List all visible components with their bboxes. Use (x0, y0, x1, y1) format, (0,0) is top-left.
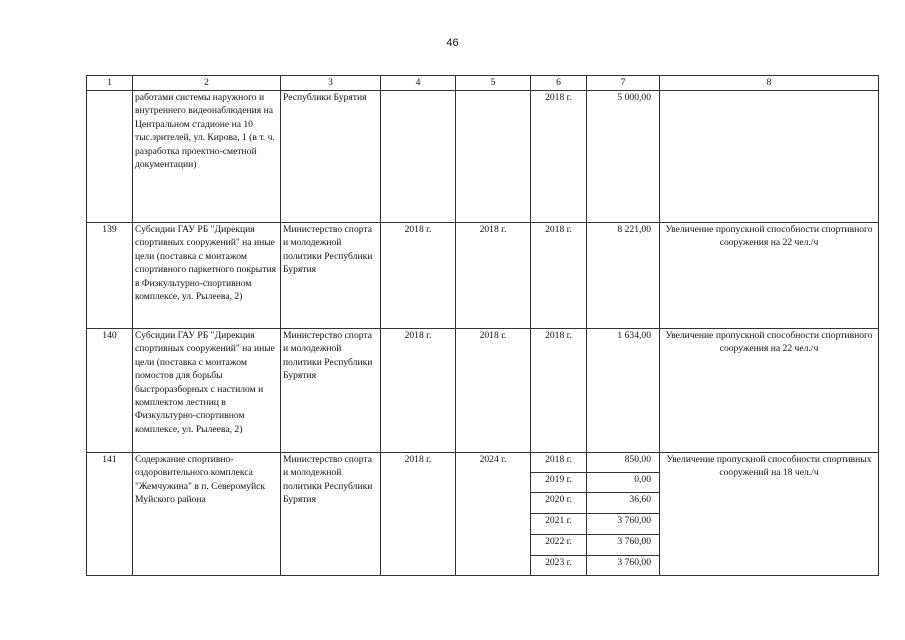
header-col-5: 5 (456, 76, 531, 91)
table-row (87, 453, 879, 473)
measure-name: работами системы наружного и внутреннего видеонаблюдения на Центральном стадионе на 10 тыс.зрителей, ул. Кирова, 1 (в т. ч. разработка проектно-сметной документации) (133, 91, 281, 223)
header-col-1: 1 (87, 76, 133, 91)
finance-amount: 3 760,00 (587, 556, 660, 576)
program-table (86, 75, 879, 576)
measure-name: Субсидии ГАУ РБ "Дирекция спортивных сооружений" на иные цели (поставка с монтажом помостов для борьбы быстроразборных с настилом и комплектом лестниц в Физкультурно-спортивном комплексе, ул. Рылеева, 2) (133, 329, 281, 453)
table-row (87, 91, 879, 223)
finance-year: 2018 г. (531, 223, 587, 329)
header-col-7: 7 (587, 76, 660, 91)
row-number: 139 (87, 223, 133, 329)
row-number (87, 91, 133, 223)
measure-name: Содержание спортивно-оздоровительного комплекса "Жемчужина" в п. Северомуйск Муйского района (133, 453, 281, 576)
finance-amount: 3 760,00 (587, 514, 660, 535)
end-year (456, 91, 531, 223)
finance-year: 2022 г. (531, 535, 587, 556)
expected-result: Увеличение пропускной способности спортивных сооружений на 18 чел./ч (660, 453, 879, 576)
executor: Министерство спорта и молодежной политики Республики Бурятия (281, 223, 381, 329)
finance-year: 2019 г. (531, 473, 587, 493)
finance-year: 2023 г. (531, 556, 587, 576)
finance-amount: 8 221,00 (587, 223, 660, 329)
executor: Министерство спорта и молодежной политики Республики Бурятия (281, 329, 381, 453)
end-year: 2018 г. (456, 329, 531, 453)
start-year: 2018 г. (381, 329, 456, 453)
finance-amount: 5 000,00 (587, 91, 660, 223)
expected-result (660, 91, 879, 223)
end-year: 2018 г. (456, 223, 531, 329)
finance-amount: 850,00 (587, 453, 660, 473)
finance-amount: 36,60 (587, 493, 660, 514)
executor: Министерство спорта и молодежной политики Республики Бурятия (281, 453, 381, 576)
finance-amount: 1 634,00 (587, 329, 660, 453)
measure-name: Субсидии ГАУ РБ "Дирекция спортивных сооружений" на иные цели (поставка с монтажом спортивного паркетного покрытия в Физкультурно-спортивном комплексе, ул. Рылеева, 2) (133, 223, 281, 329)
finance-year: 2020 г. (531, 493, 587, 514)
start-year: 2018 г. (381, 223, 456, 329)
finance-year: 2018 г. (531, 329, 587, 453)
page-number: 46 (446, 37, 459, 49)
end-year: 2024 г. (456, 453, 531, 576)
header-row (87, 76, 879, 91)
row-number: 140 (87, 329, 133, 453)
header-col-4: 4 (381, 76, 456, 91)
header-col-3: 3 (281, 76, 381, 91)
header-col-2: 2 (133, 76, 281, 91)
header-col-8: 8 (660, 76, 879, 91)
finance-amount: 3 760,00 (587, 535, 660, 556)
finance-year: 2021 г. (531, 514, 587, 535)
finance-amount: 0,00 (587, 473, 660, 493)
row-number: 141 (87, 453, 133, 576)
expected-result: Увеличение пропускной способности спортивного сооружения на 22 чел./ч (660, 223, 879, 329)
table-row (87, 329, 879, 453)
header-col-6: 6 (531, 76, 587, 91)
start-year: 2018 г. (381, 453, 456, 576)
finance-year: 2018 г. (531, 453, 587, 473)
finance-year: 2018 г. (531, 91, 587, 223)
start-year (381, 91, 456, 223)
executor: Республики Бурятия (281, 91, 381, 223)
table-row (87, 223, 879, 329)
expected-result: Увеличение пропускной способности спортивного сооружения на 22 чел./ч (660, 329, 879, 453)
